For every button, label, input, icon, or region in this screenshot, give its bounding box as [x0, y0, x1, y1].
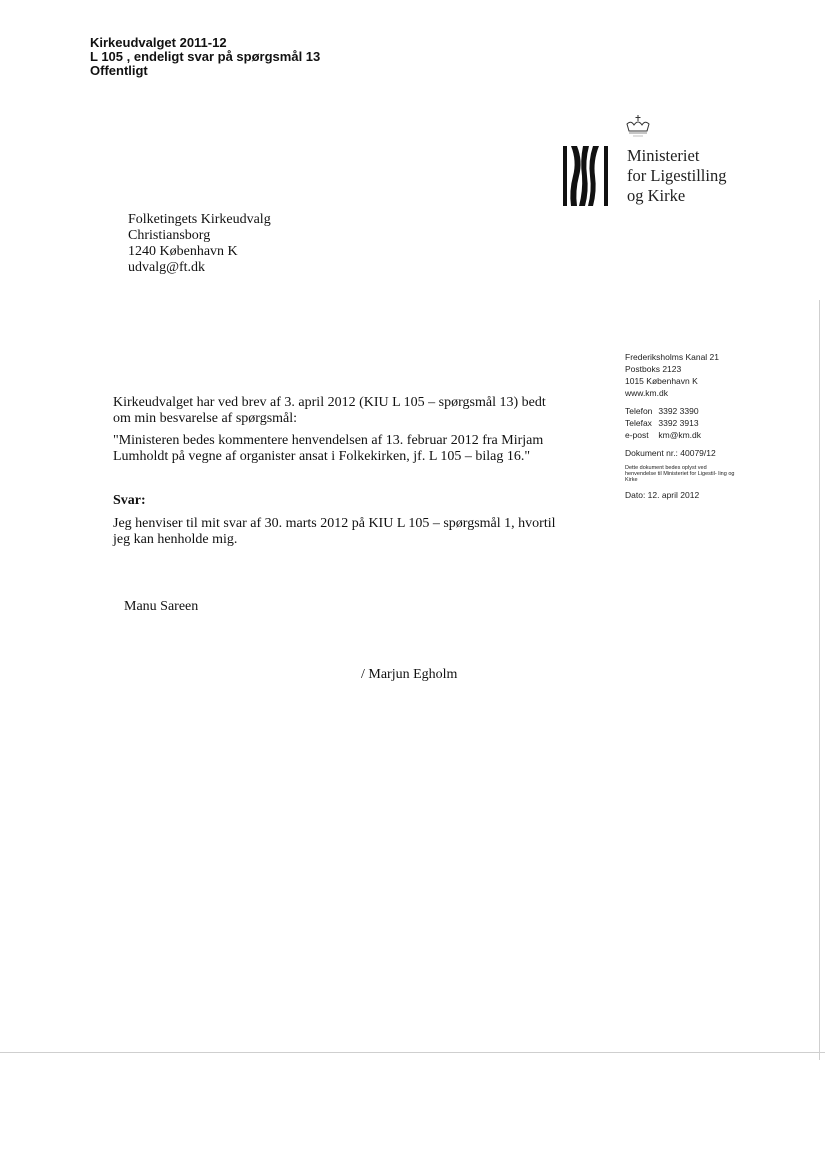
- sender-phone-row: [625, 405, 735, 417]
- sender-city: 1015 København K: [625, 376, 698, 386]
- ministry-name-line-2: for Ligestilling: [627, 166, 727, 185]
- email-value: km@km.dk: [658, 430, 702, 440]
- sender-postbox: Postboks 2123: [625, 364, 682, 374]
- answer-text: Jeg henviser til mit svar af 30. marts 2012 på KIU L 105 – spørgsmål 1, hvortil jeg kan henholde mig.: [113, 516, 556, 547]
- ministry-name-line-1: Ministeriet: [627, 146, 700, 165]
- recipient-city: 1240 København K: [128, 244, 238, 259]
- scan-artifact-edge: [819, 300, 820, 1060]
- crown-icon: [624, 114, 652, 138]
- recipient-address: [128, 212, 271, 276]
- signature: Manu Sareen: [124, 599, 199, 614]
- document-number: Dokument nr.: 40079/12: [625, 448, 716, 458]
- answer-heading: Svar:: [113, 493, 146, 508]
- email-label: e-post: [625, 430, 649, 440]
- letter-body: [113, 395, 563, 465]
- secondary-signature: / Marjun Egholm: [361, 667, 458, 682]
- sender-email-row: [625, 429, 735, 441]
- letter-question: "Ministeren bedes kommentere henvendelsen af 13. februar 2012 fra Mirjam Lumholdt på vegne af organister ansat i Folkekirken, jf. L 105 – bilag 16.": [113, 433, 544, 464]
- recipient-email: udvalg@ft.dk: [128, 260, 206, 275]
- stamp-classification: Offentligt: [90, 63, 148, 78]
- reference-note: Dette dokument bedes oplyst ved henvendelse til Ministeriet for Ligestil- ling og Kirke: [625, 465, 735, 483]
- sender-fax-row: [625, 417, 735, 429]
- stamp-committee: Kirkeudvalget 2011-12: [90, 35, 227, 50]
- ministry-name: [627, 146, 726, 206]
- recipient-name: Folketingets Kirkeudvalg: [128, 212, 271, 227]
- ministry-logo-icon: [563, 146, 609, 206]
- sender-website: www.km.dk: [625, 388, 668, 398]
- recipient-building: Christiansborg: [128, 228, 211, 243]
- phone-value: 3392 3390: [658, 406, 699, 416]
- scan-artifact-line: [0, 1052, 825, 1053]
- stamp-reference: L 105 , endeligt svar på spørgsmål 13: [90, 49, 321, 64]
- fax-label: Telefax: [625, 418, 652, 428]
- sender-details: [625, 351, 735, 501]
- fax-value: 3392 3913: [658, 418, 699, 428]
- document-stamp: [90, 36, 320, 78]
- phone-label: Telefon: [625, 406, 653, 416]
- sender-street: Frederiksholms Kanal 21: [625, 352, 720, 362]
- ministry-name-line-3: og Kirke: [627, 186, 686, 205]
- letter-intro: Kirkeudvalget har ved brev af 3. april 2012 (KIU L 105 – spørgsmål 13) bedt om min besvarelse af spørgsmål:: [113, 395, 546, 426]
- letter-date: Dato: 12. april 2012: [625, 490, 700, 500]
